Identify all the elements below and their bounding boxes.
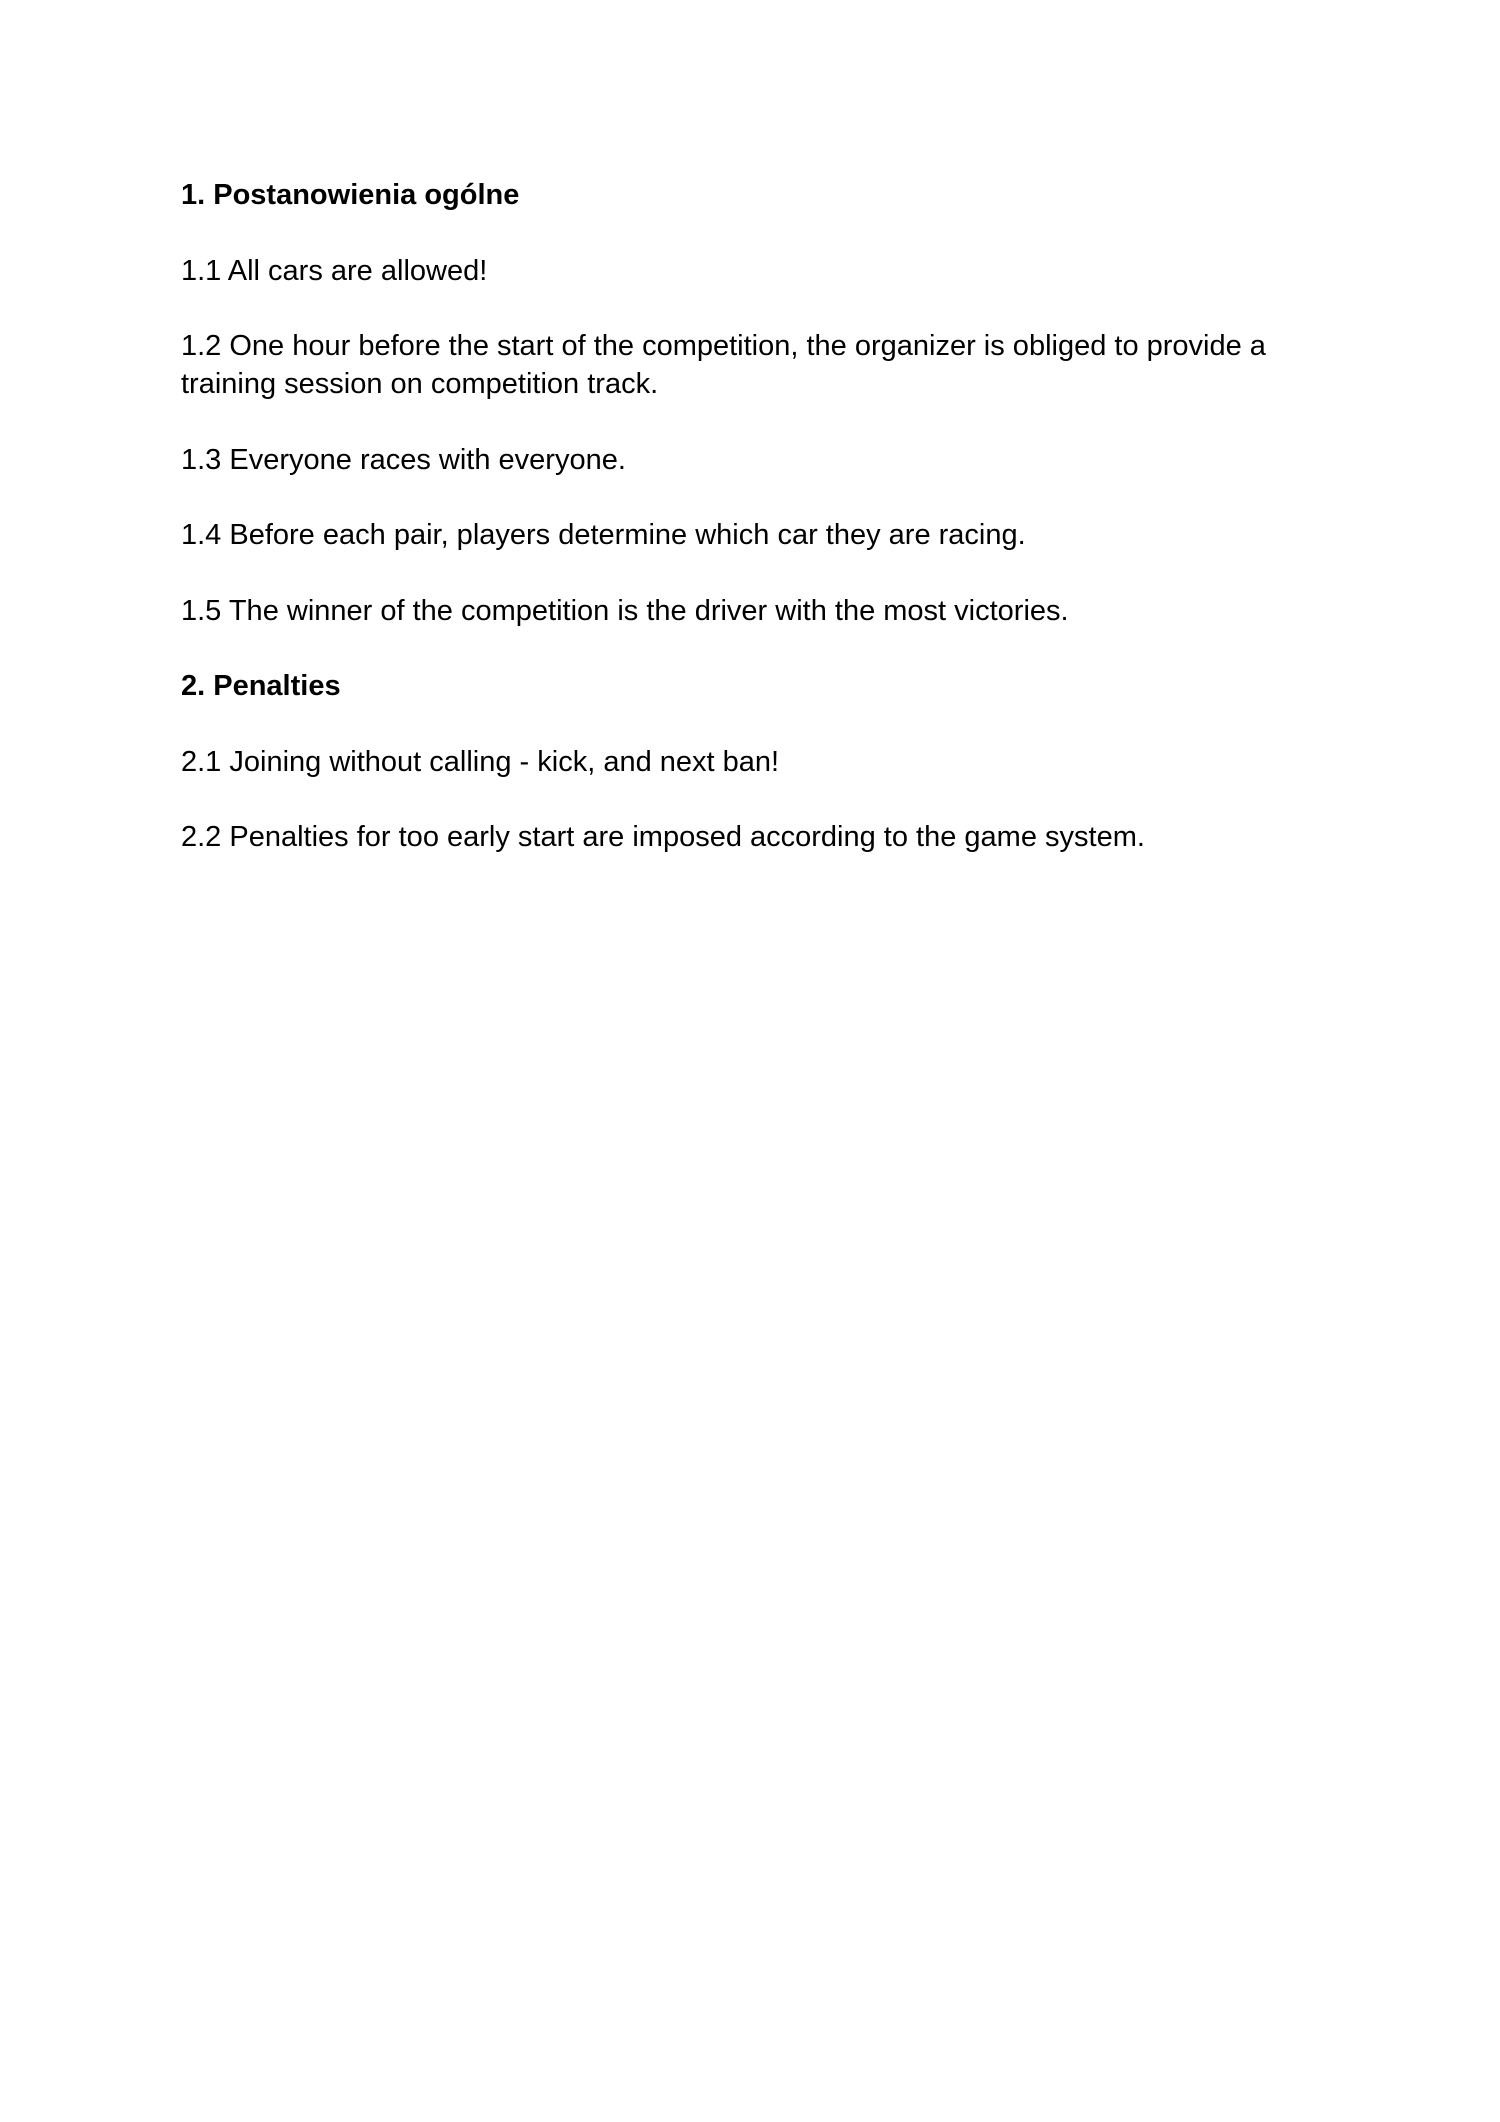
- rule-1-5: 1.5 The winner of the competition is the driver with the most victories.: [181, 594, 1069, 627]
- rule-1-1: 1.1 All cars are allowed!: [181, 254, 488, 287]
- rule-1-2: 1.2 One hour before the start of the competition, the organizer is obliged to provide a training session on competition track.: [181, 330, 1266, 400]
- section-heading-general: 1. Postanowienia ogólne: [181, 179, 520, 211]
- rule-1-4: 1.4 Before each pair, players determine which car they are racing.: [181, 519, 1026, 551]
- rule-2-1: 2.1 Joining without calling - kick, and next ban!: [181, 745, 780, 778]
- document-body: [181, 176, 1341, 856]
- section-heading-penalties: 2. Penalties: [181, 670, 341, 702]
- rule-1-3: 1.3 Everyone races with everyone.: [181, 443, 626, 476]
- rule-2-2: 2.2 Penalties for too early start are imposed according to the game system.: [181, 821, 1145, 853]
